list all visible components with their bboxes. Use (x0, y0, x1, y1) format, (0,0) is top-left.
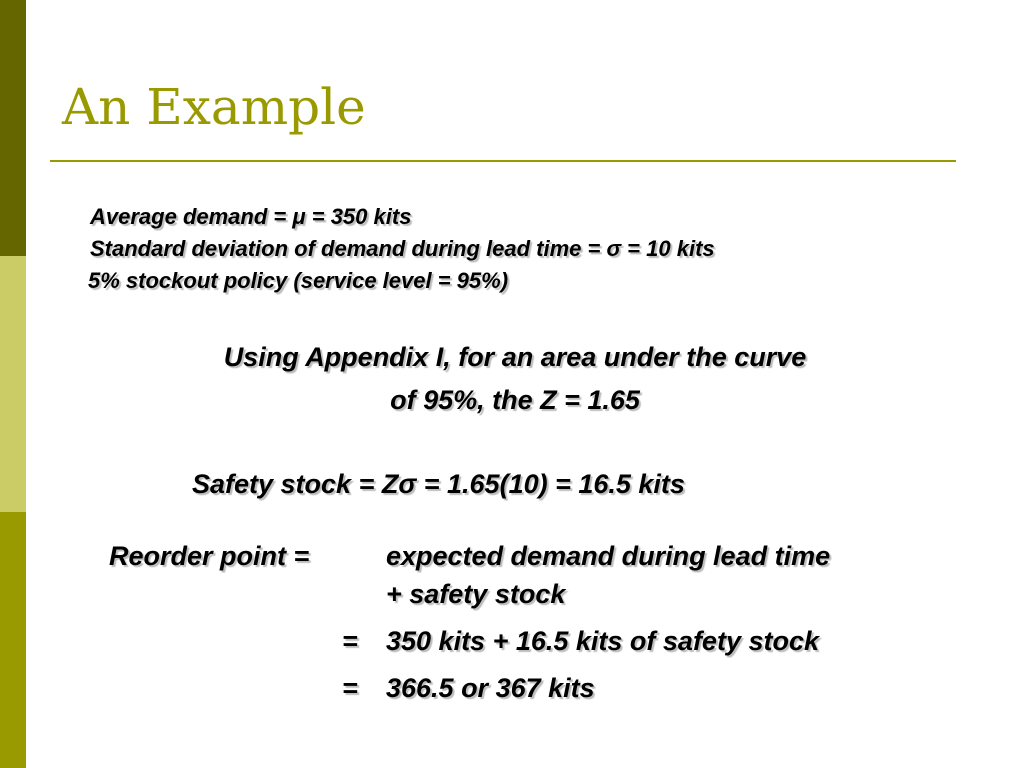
reorder-point-label: Reorder point = (109, 541, 310, 571)
side-bar-bottom (0, 512, 26, 768)
reorder-equals-2: = (342, 626, 358, 656)
reorder-expression-line-1: expected demand during lead time (386, 541, 831, 571)
safety-stock-equation: Safety stock = Zσ = 1.65(10) = 16.5 kits (192, 469, 685, 499)
appendix-line-1: Using Appendix I, for an area under the curve (223, 342, 807, 372)
side-bar-middle (0, 256, 26, 512)
reorder-expression-line-2: + safety stock (386, 579, 566, 609)
reorder-result: 366.5 or 367 kits (386, 673, 595, 703)
appendix-line-2: of 95%, the Z = 1.65 (390, 385, 640, 415)
title-underline (50, 160, 956, 162)
given-standard-deviation: Standard deviation of demand during lead time = σ = 10 kits (90, 236, 715, 261)
reorder-equals-3: = (342, 673, 358, 703)
side-bar-top (0, 0, 26, 256)
reorder-expression-2: 350 kits + 16.5 kits of safety stock (386, 626, 819, 656)
given-average-demand: Average demand = μ = 350 kits (90, 204, 412, 229)
given-stockout-policy: 5% stockout policy (service level = 95%) (88, 268, 509, 293)
slide-title: An Example (62, 78, 366, 136)
